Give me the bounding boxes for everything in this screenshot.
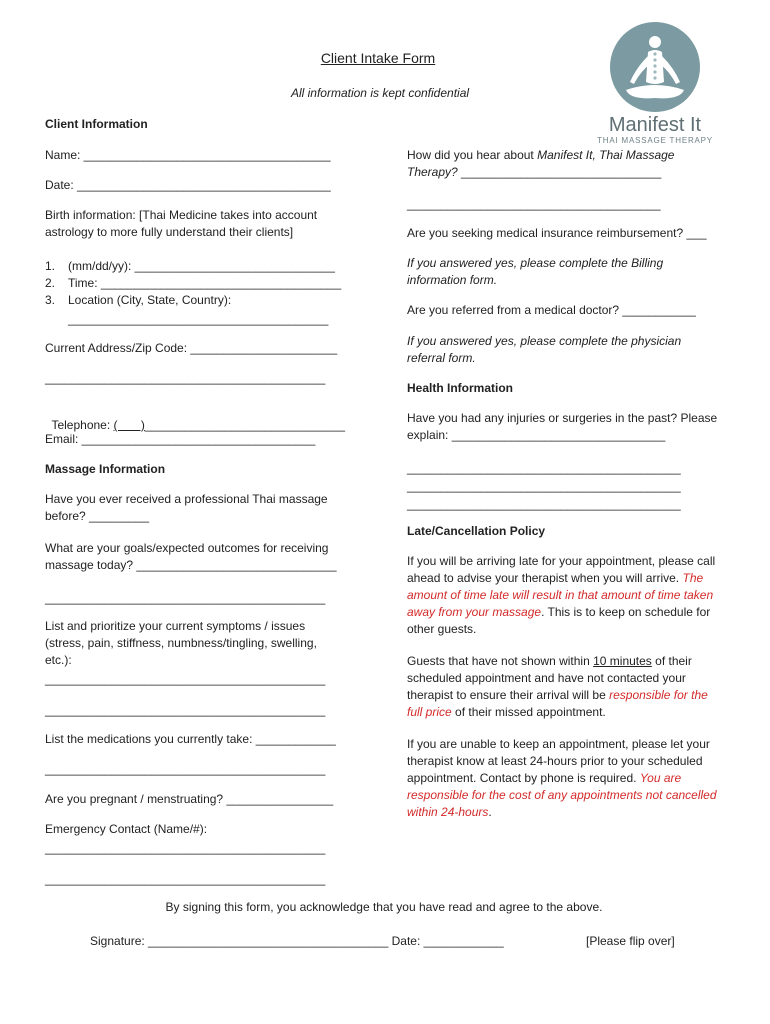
late-p2-warning: responsible for the full price: [407, 688, 708, 719]
late-policy-paragraph-3: [407, 736, 722, 821]
birth-location-label: Location (City, State, Country):: [68, 293, 232, 307]
goals-line-field[interactable]: __________________________________________: [45, 591, 326, 605]
birth-date-field[interactable]: (mm/dd/yy): ______________________________: [68, 259, 335, 273]
prof-massage-question[interactable]: Have you ever received a professional Thai massage before? _________: [45, 492, 328, 523]
insurance-question[interactable]: Are you seeking medical insurance reimbursement? ___: [407, 226, 707, 240]
goals-question[interactable]: What are your goals/expected outcomes for receiving massage today? ______________________________: [45, 541, 337, 572]
logo-tagline: THAI MASSAGE THERAPY: [597, 136, 713, 145]
logo-name: Manifest It: [608, 114, 702, 136]
name-field[interactable]: Name: _____________________________________: [45, 148, 331, 162]
late-p1-warning: The amount of time late will result in that amount of time taken away from your massage: [407, 571, 714, 619]
birth-time-field[interactable]: Time: ____________________________________: [68, 276, 342, 290]
company-logo: [590, 20, 720, 148]
injury-line-3[interactable]: _________________________________________: [407, 497, 681, 511]
late-p2-text-mid: of their scheduled appointment and have not contacted your therapist to ensure their arrival will be: [407, 654, 692, 702]
injury-line-1[interactable]: _________________________________________: [407, 461, 681, 475]
address-field[interactable]: Current Address/Zip Code: ______________________: [45, 341, 338, 355]
address-line-field[interactable]: __________________________________________: [45, 371, 326, 385]
meditation-figure-icon: [590, 20, 720, 120]
injury-line-2[interactable]: _________________________________________: [407, 479, 681, 493]
late-p3-text-end: .: [488, 805, 492, 819]
hear-about-question[interactable]: [407, 147, 717, 181]
referral-note: If you answered yes, please complete the physician referral form.: [407, 334, 682, 365]
injuries-question[interactable]: Have you had any injuries or surgeries in the past? Please explain: ________________________________: [407, 411, 718, 442]
emergency-line-1[interactable]: __________________________________________: [45, 841, 326, 855]
medications-field[interactable]: List the medications you currently take: ____________: [45, 732, 336, 746]
massage-info-heading: Massage Information: [45, 462, 166, 476]
hear-answer-line[interactable]: ______________________________: [457, 165, 662, 179]
referred-question[interactable]: Are you referred from a medical doctor? ___________: [407, 303, 696, 317]
late-p3-warning: You are responsible for the cost of any appointments not cancelled within 24-hours: [407, 771, 717, 819]
late-p1-text-end: . This is to keep on schedule for other guests.: [407, 605, 711, 636]
symptoms-line-2[interactable]: __________________________________________: [45, 703, 326, 717]
late-policy-paragraph-1: [407, 553, 722, 638]
late-policy-paragraph-2: [407, 653, 722, 721]
list-number-3: 3.: [45, 293, 56, 307]
health-info-heading: Health Information: [407, 381, 514, 395]
birth-location-field[interactable]: _______________________________________: [68, 312, 329, 326]
late-p2-text: Guests that have not shown within: [407, 654, 594, 668]
hear-line-field[interactable]: ______________________________________: [407, 197, 661, 211]
date-field[interactable]: Date: ______________________________________: [45, 178, 331, 192]
telephone-label: Telephone:: [51, 418, 114, 432]
symptoms-question: List and prioritize your current symptoms / issues (stress, pain, stiffness, numbness/tingling, swelling, etc.):: [45, 619, 317, 667]
form-title: Client Intake Form: [320, 50, 436, 66]
symptoms-line-1[interactable]: __________________________________________: [45, 672, 326, 686]
flip-over-note: [Please flip over]: [586, 934, 675, 948]
acknowledgement-text: By signing this form, you acknowledge that you have read and agree to the above.: [165, 900, 603, 914]
late-p2-minutes: 10 minutes: [593, 654, 652, 668]
late-p1-text: If you will be arriving late for your appointment, please call ahead to advise your therapist when you will arrive.: [407, 554, 716, 585]
emergency-line-2[interactable]: __________________________________________: [45, 872, 326, 886]
policy-heading: Late/Cancellation Policy: [407, 524, 546, 538]
insurance-note: If you answered yes, please complete the Billing information form.: [407, 256, 664, 287]
telephone-field[interactable]: [45, 400, 345, 434]
signature-date-field[interactable]: Signature: ____________________________________ Date: ____________: [90, 934, 504, 948]
late-p3-text: If you are unable to keep an appointment, please let your therapist know at least 24-hours prior to your scheduled appointment. Contact by phone is required.: [407, 737, 710, 785]
email-field[interactable]: Email: ___________________________________: [45, 432, 316, 446]
medications-line[interactable]: __________________________________________: [45, 762, 326, 776]
client-info-heading: Client Information: [45, 117, 148, 131]
birth-info-text: Birth information: [Thai Medicine takes into account astrology to more fully understand their clients]: [45, 208, 318, 239]
list-number-1: 1.: [45, 259, 56, 273]
list-number-2: 2.: [45, 276, 56, 290]
pregnant-field[interactable]: Are you pregnant / menstruating? ________________: [45, 792, 334, 806]
telephone-area-code[interactable]: ( ): [113, 418, 145, 432]
hear-company-name: Manifest It, Thai Massage Therapy?: [407, 148, 675, 179]
emergency-contact-label: Emergency Contact (Name/#):: [45, 822, 208, 836]
telephone-line[interactable]: ______________________________: [144, 418, 346, 432]
hear-prefix: How did you hear about: [407, 148, 538, 162]
late-p2-text-end: of their missed appointment.: [451, 705, 606, 719]
form-subtitle: All information is kept confidential: [290, 86, 470, 100]
